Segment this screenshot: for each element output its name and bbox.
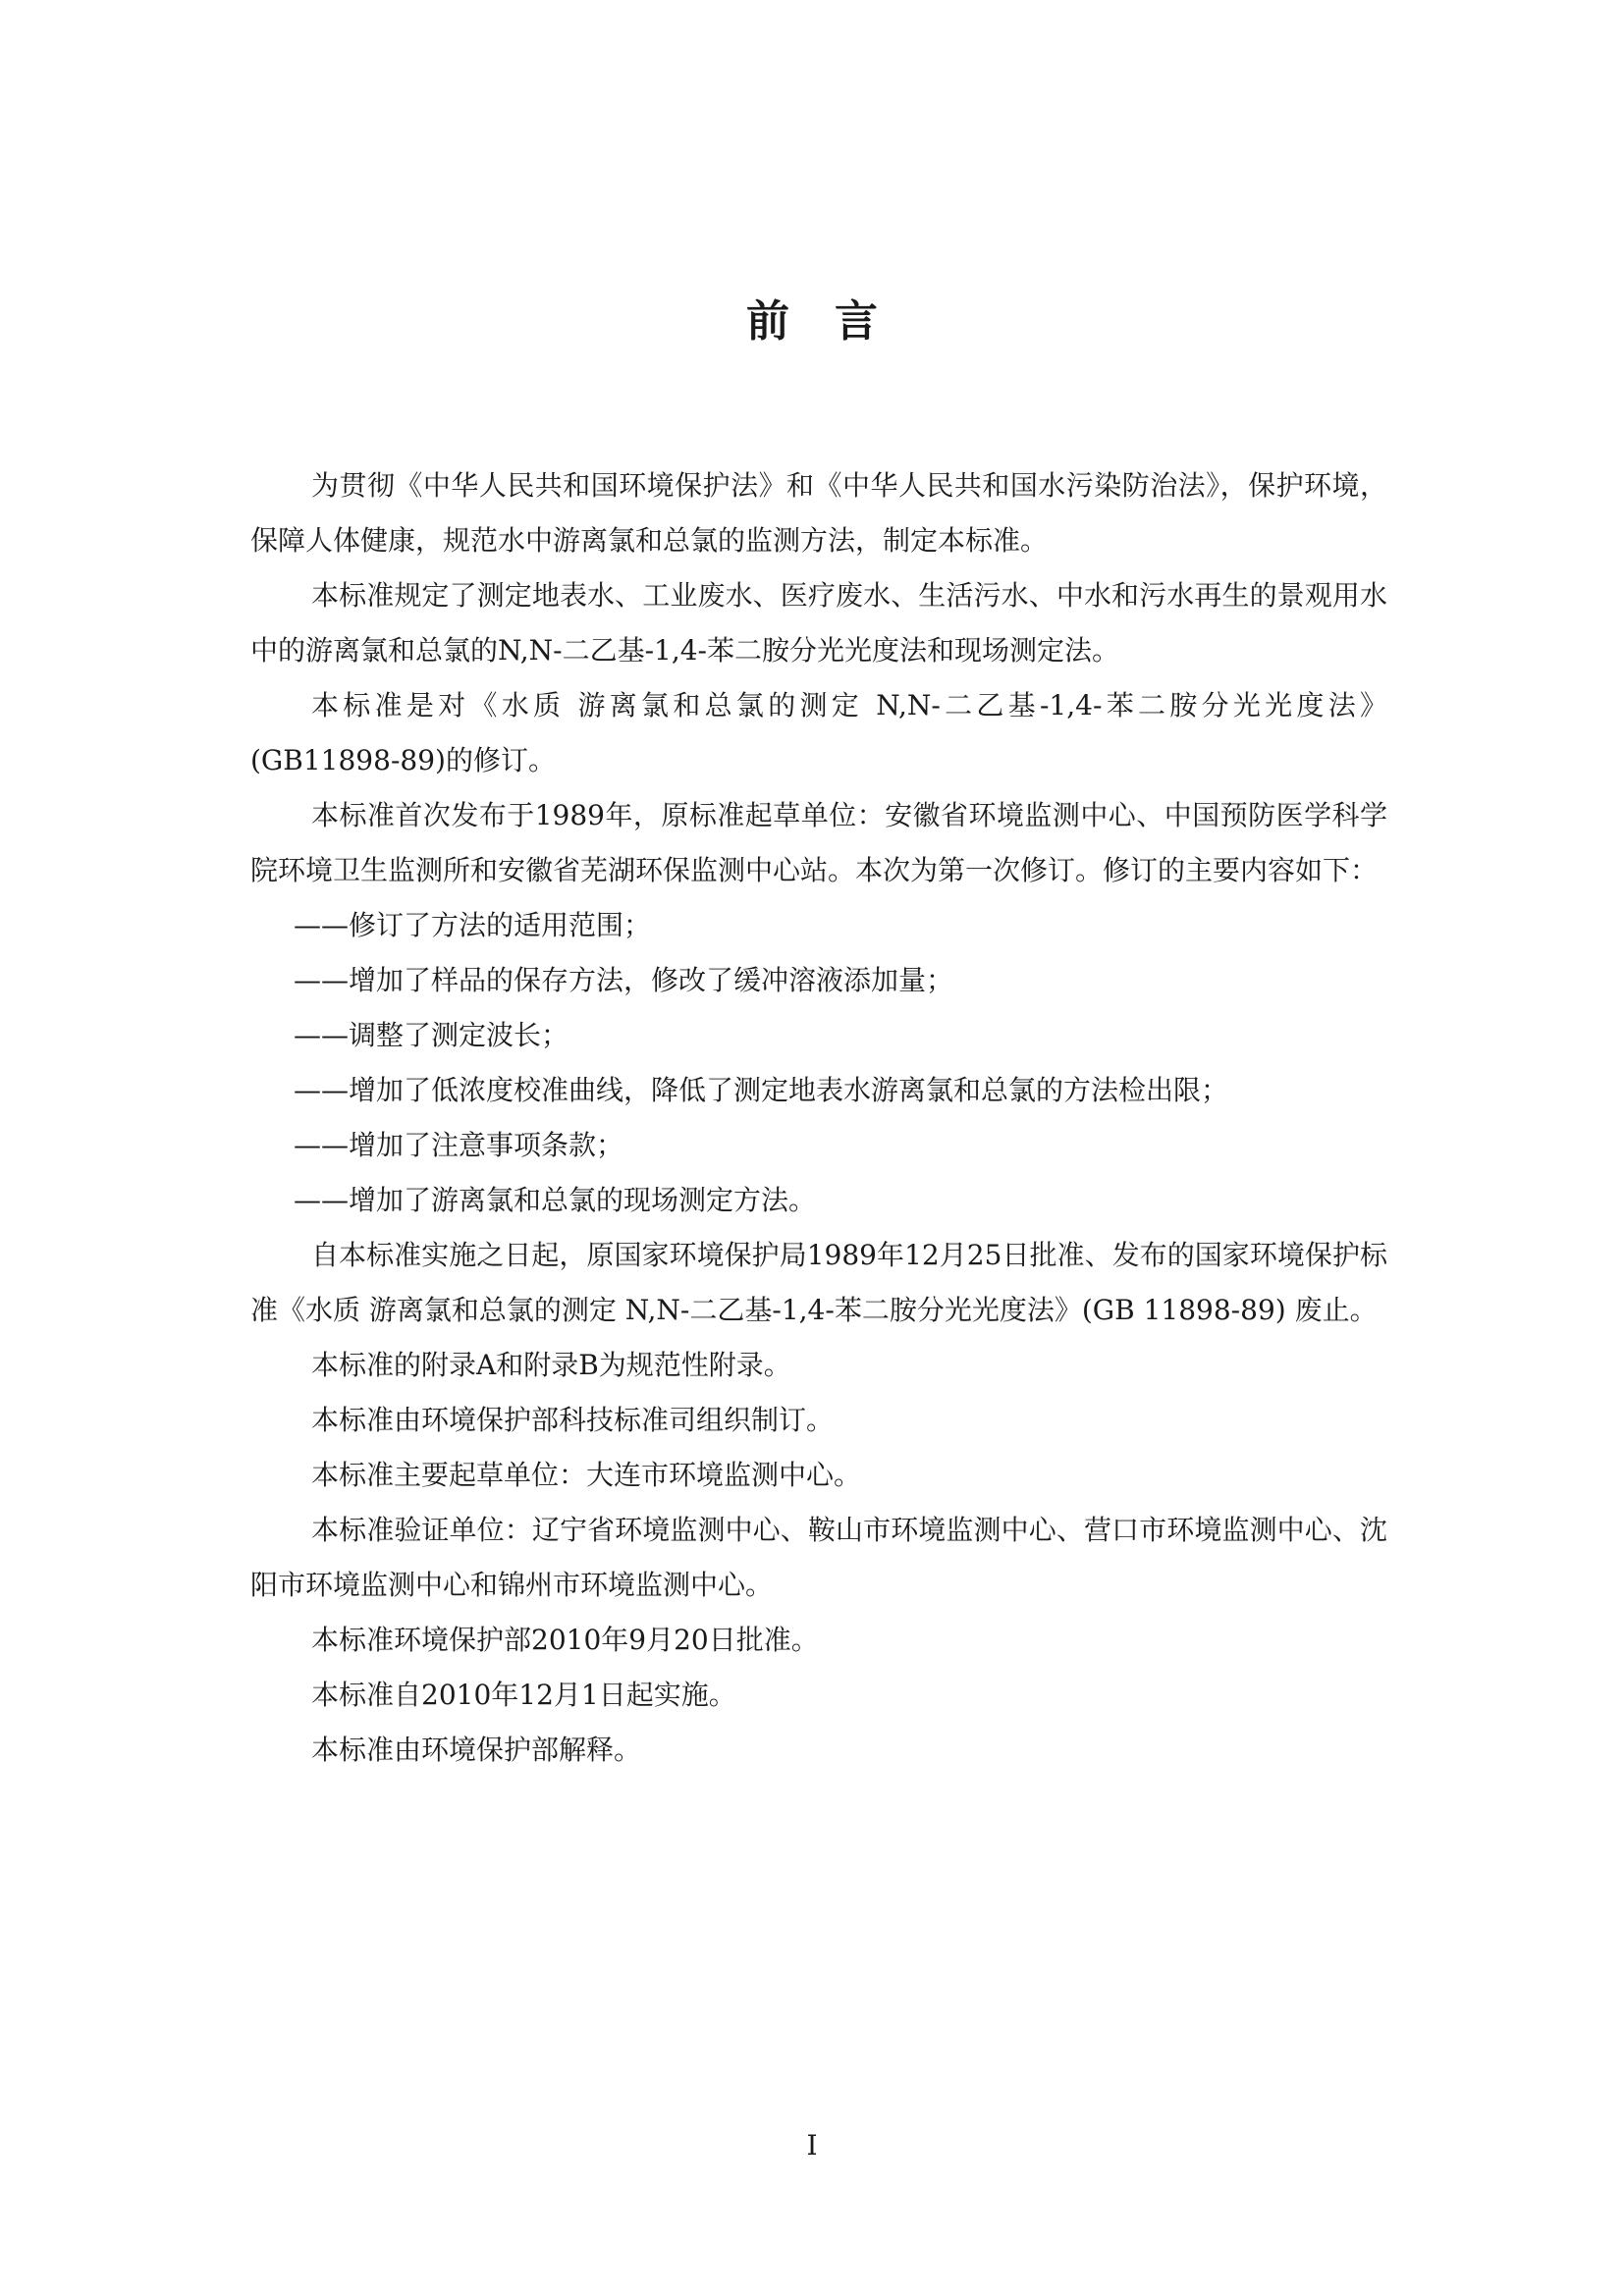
revision-item: ——增加了低浓度校准曲线，降低了测定地表水游离氯和总氯的方法检出限； (294, 1074, 1229, 1106)
paragraph-scope: 本标准规定了测定地表水、工业废水、医疗废水、生活污水、中水和污水再生的景观用水中的游离氯和总氯的N,N-二乙基-1,4-苯二胺分光光度法和现场测定法。 (250, 579, 1387, 667)
document-body (250, 458, 1387, 1778)
paragraph-approval-date: 本标准环境保护部2010年9月20日批准。 (311, 1624, 819, 1656)
paragraph-revision-of: 本标准是对《水质 游离氯和总氯的测定 N,N-二乙基-1,4-苯二胺分光光度法》(GB11898-89)的修订。 (250, 689, 1387, 776)
paragraph-interpretation: 本标准由环境保护部解释。 (311, 1734, 642, 1766)
page-title: 前言 (746, 296, 923, 347)
paragraph-abolish: 自本标准实施之日起，原国家环境保护局1989年12月25日批准、发布的国家环境保护标准《水质 游离氯和总氯的测定 N,N-二乙基-1,4-苯二胺分光光度法》(GB 11898-89) 废止。 (250, 1239, 1387, 1326)
paragraph-organizer: 本标准由环境保护部科技标准司组织制订。 (311, 1404, 835, 1436)
paragraph-validators: 本标准验证单位：辽宁省环境监测中心、鞍山市环境监测中心、营口市环境监测中心、沈阳市环境监测中心和锦州市环境监测中心。 (250, 1514, 1387, 1601)
paragraph-appendix: 本标准的附录A和附录B为规范性附录。 (311, 1349, 791, 1381)
paragraph-drafter: 本标准主要起草单位：大连市环境监测中心。 (311, 1459, 862, 1491)
revision-item: ——修订了方法的适用范围； (294, 909, 652, 941)
revision-item: ——增加了样品的保存方法，修改了缓冲溶液添加量； (294, 964, 954, 996)
page-number: I (806, 2129, 818, 2162)
paragraph-effective-date: 本标准自2010年12月1日起实施。 (311, 1679, 736, 1711)
paragraph-purpose: 为贯彻《中华人民共和国环境保护法》和《中华人民共和国水污染防治法》，保护环境，保障人体健康，规范水中游离氯和总氯的监测方法，制定本标准。 (250, 469, 1387, 557)
revision-item: ——增加了注意事项条款； (294, 1129, 624, 1161)
paragraph-history: 本标准首次发布于1989年，原标准起草单位：安徽省环境监测中心、中国预防医学科学院环境卫生监测所和安徽省芜湖环保监测中心站。本次为第一次修订。修订的主要内容如下： (250, 799, 1387, 886)
revision-item: ——调整了测定波长； (294, 1019, 569, 1051)
revision-item: ——增加了游离氯和总氯的现场测定方法。 (294, 1184, 817, 1216)
